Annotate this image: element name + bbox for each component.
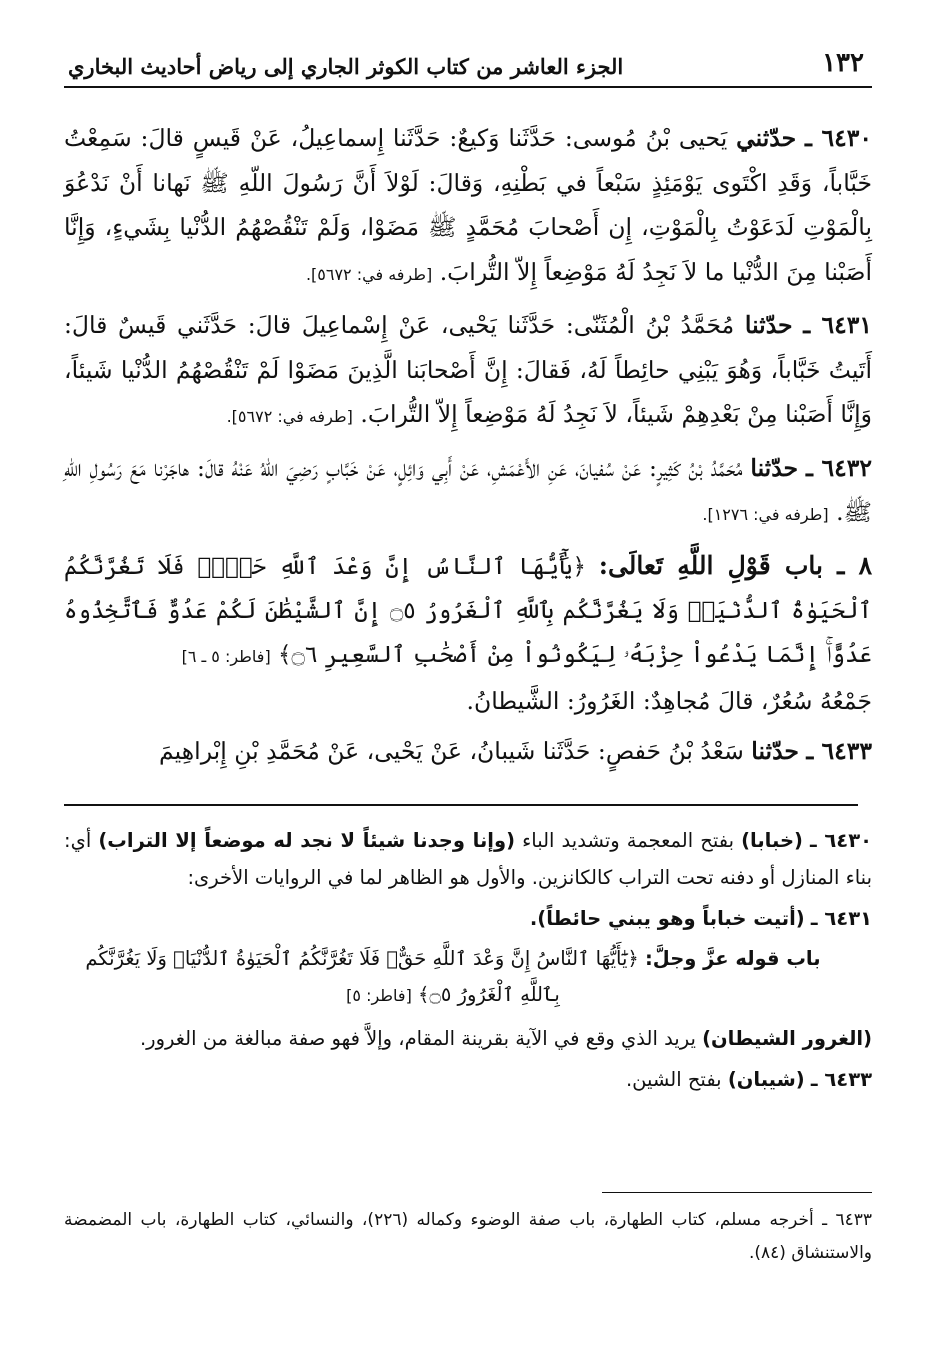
hadith-number: ٦٤٣٢ ـ bbox=[805, 453, 872, 482]
chapter-note-text: جَمْعُهُ سُعُرٌ، قالَ مُجاهِدٌ: الغَرُورُ: الشَّيطانُ. bbox=[466, 686, 872, 715]
running-title: الجزء العاشر من كتاب الكوثر الجاري إلى رياض أحاديث البخاري bbox=[68, 54, 624, 79]
commentary-number: ٦٤٣٣ ـ bbox=[810, 1068, 872, 1091]
verse-reference: [فاطر: ٥ ـ ٦] bbox=[181, 646, 271, 666]
hadith-body: مُحَمَّدُ بْنُ كَثِيرٍ: عَنْ سُفيانَ، عَنِ الأَعْمَشِ، عَنْ أَبِي وَائِلٍ، عَنْ خَبَّابٍ رَضِيَ اللّهُ عَنْهُ قالَ: هاجَرْنا مَعَ رَسُولِ اللّهِ ﷺ. bbox=[64, 453, 872, 526]
commentary-number: ٦٤٣١ ـ bbox=[810, 907, 872, 930]
commentary-verse-reference: [فاطر: ٥] bbox=[346, 986, 412, 1005]
commentary bbox=[64, 822, 872, 1102]
cross-reference: [طرفه في: ٥٦٧٢]. bbox=[226, 407, 353, 426]
commentary-term: (الغرور الشيطان) bbox=[702, 1027, 872, 1050]
commentary-text: أي: بناء المنازل أو دفنه تحت التراب كالكانزين. والأول هو الظاهر لما في الروايات الأخرى: bbox=[64, 829, 872, 889]
hadith-lead: حدّثنا bbox=[751, 737, 799, 765]
commentary-term: (وإنا وجدنا شيئاً لا نجد له موضعاً إلا التراب) bbox=[98, 829, 515, 852]
page-header bbox=[64, 44, 872, 88]
commentary-term: (شيبان) bbox=[727, 1068, 805, 1091]
commentary-6430 bbox=[64, 822, 872, 896]
hadith-body: سَعْدُ بْنُ حَفصٍ: حَدَّثَنا شَيبانُ، عَنْ يَحْيى، عَنْ مُحَمَّدِ بْنِ إِبْراهِيمَ bbox=[159, 737, 744, 765]
footnote-text: ٦٤٣٣ ـ أخرجه مسلم، كتاب الطهارة، باب صفة الوضوء وكماله (٢٢٦)، والنسائي، كتاب الطهارة، باب المضمضة والاستنشاق (٨٤). bbox=[64, 1210, 873, 1263]
commentary-term: (خبابا) bbox=[741, 829, 803, 852]
hadith-body: يَحيى بْنُ مُوسى: حَدَّثَنا وَكيعٌ: حَدَّثَنا إِسماعِيلُ، عَنْ قَيسٍ قالَ: سَمِعْتُ خَبَّاباً، وَقَدِ اكْتَوى يَوْمَئِذٍ سَبْعاً في بَطْنِهِ، وَقالَ: لَوْلاَ أَنَّ رَسُولَ اللّهِ ﷺ نَهانا أَنْ نَدْعُوَ بِالْمَوْتِ لَدَعَوْتُ بِالْمَوْتِ، إِن أَصْحابَ مُحَمَّدٍ ﷺ مَضَوْا، وَلَمْ تَنْقُصْهُمُ الدُّنْيا بِشَيءٍ، وَإِنَّا أَصَبْنا مِنَ الدُّنْيا ما لاَ نَجِدُ لَهُ مَوْضِعاً إِلاّ التُّرابَ. bbox=[64, 124, 872, 286]
commentary-quran-verse: ﴿يَٰٓأَيُّهَا ٱلنَّاسُ إِنَّ وَعْدَ ٱللَّهِ حَقٌّۖ فَلَا تَغُرَّنَّكُمُ ٱلْحَيَوٰةُ ٱلدُّنْيَاۖ وَلَا يَغُرَّنَّكُم بِٱللَّهِ ٱلْغَرُورُ ۝٥﴾ bbox=[85, 947, 639, 1006]
hadith-text bbox=[64, 116, 872, 780]
hadith-6430 bbox=[64, 116, 872, 297]
footnote bbox=[64, 1204, 872, 1270]
commentary-text: بفتح المعجمة وتشديد الباء bbox=[522, 829, 735, 852]
commentary-term: (أتيت خباباً وهو يبني حائطاً). bbox=[529, 907, 805, 930]
hadith-lead: حدّثنا bbox=[750, 453, 799, 482]
commentary-number: ٦٤٣٠ ـ bbox=[810, 829, 873, 852]
hadith-lead: حدّثني bbox=[736, 124, 797, 152]
commentary-text: بفتح الشين. bbox=[625, 1068, 722, 1091]
book-page bbox=[64, 44, 872, 1324]
commentary-6431 bbox=[64, 900, 872, 937]
commentary-chapter-label: باب قوله عزَّ وجلَّ: bbox=[645, 947, 821, 970]
cross-reference: [طرفه في: ٥٦٧٢]. bbox=[305, 264, 433, 284]
hadith-6431 bbox=[64, 303, 872, 440]
hadith-number: ٦٤٣١ ـ bbox=[803, 311, 872, 339]
commentary-6433 bbox=[64, 1061, 872, 1098]
page-number: ١٣٢ bbox=[822, 48, 864, 78]
commentary-divider bbox=[64, 804, 858, 806]
footnote-divider bbox=[602, 1192, 872, 1193]
hadith-6433 bbox=[64, 729, 872, 774]
hadith-6432 bbox=[64, 446, 872, 538]
hadith-lead: حدّثنا bbox=[744, 311, 793, 339]
cross-reference: [طرفه في: ١٢٧٦]. bbox=[702, 505, 829, 524]
chapter-label: ٨ ـ باب قَوْلِ اللَّهِ تَعالَى: bbox=[598, 550, 873, 580]
commentary-ghurur bbox=[64, 1020, 872, 1057]
chapter-heading bbox=[64, 544, 872, 679]
quran-verse: ﴿يَٰٓأَيُّهَا ٱلنَّاسُ إِنَّ وَعْدَ ٱللَّهِ حَقٌّۖ فَلَا تَغُرَّنَّكُمُ ٱلْحَيَوٰةُ ٱلدُّنْيَاۖ وَلَا يَغُرَّنَّكُم بِٱللَّهِ ٱلْغَرُورُ ۝٥ إِنَّ ٱلشَّيْطَٰنَ لَكُمْ عَدُوٌّ فَٱتَّخِذُوهُ عَدُوًّاۚ إِنَّمَا يَدْعُواْ حِزْبَهُۥ لِيَكُونُواْ مِنْ أَصْحَٰبِ ٱلسَّعِيرِ ۝٦﴾ bbox=[64, 553, 872, 668]
hadith-body: مُحَمَّدُ بْنُ الْمُثَنّى: حَدَّثَنا يَحْيى، عَنْ إِسْماعِيلَ قالَ: حَدَّثَني قَيسٌ قالَ: أَتَيتُ خَبَّاباً، وَهُوَ يَبْنِي حائِطاً لَهُ، فَقالَ: إِنَّ أَصْحابَنا الَّذِينَ مَضَوْا لَمْ تَنْقُصْهُمُ الدُّنْيا شَيئاً، وَإِنَّا أَصَبْنا مِنْ بَعْدِهِمْ شَيئاً، لاَ نَجِدُ لَهُ مَوْضِعاً إِلاّ التُّرابَ. bbox=[64, 311, 872, 428]
hadith-number: ٦٤٣٣ ـ bbox=[806, 737, 872, 765]
commentary-chapter bbox=[64, 941, 872, 1014]
hadith-number: ٦٤٣٠ ـ bbox=[805, 124, 872, 152]
commentary-text: يريد الذي وقع في الآية بقرينة المقام، وإلاَّ فهو صفة مبالغة من الغرور. bbox=[139, 1027, 696, 1050]
chapter-note bbox=[64, 679, 872, 724]
